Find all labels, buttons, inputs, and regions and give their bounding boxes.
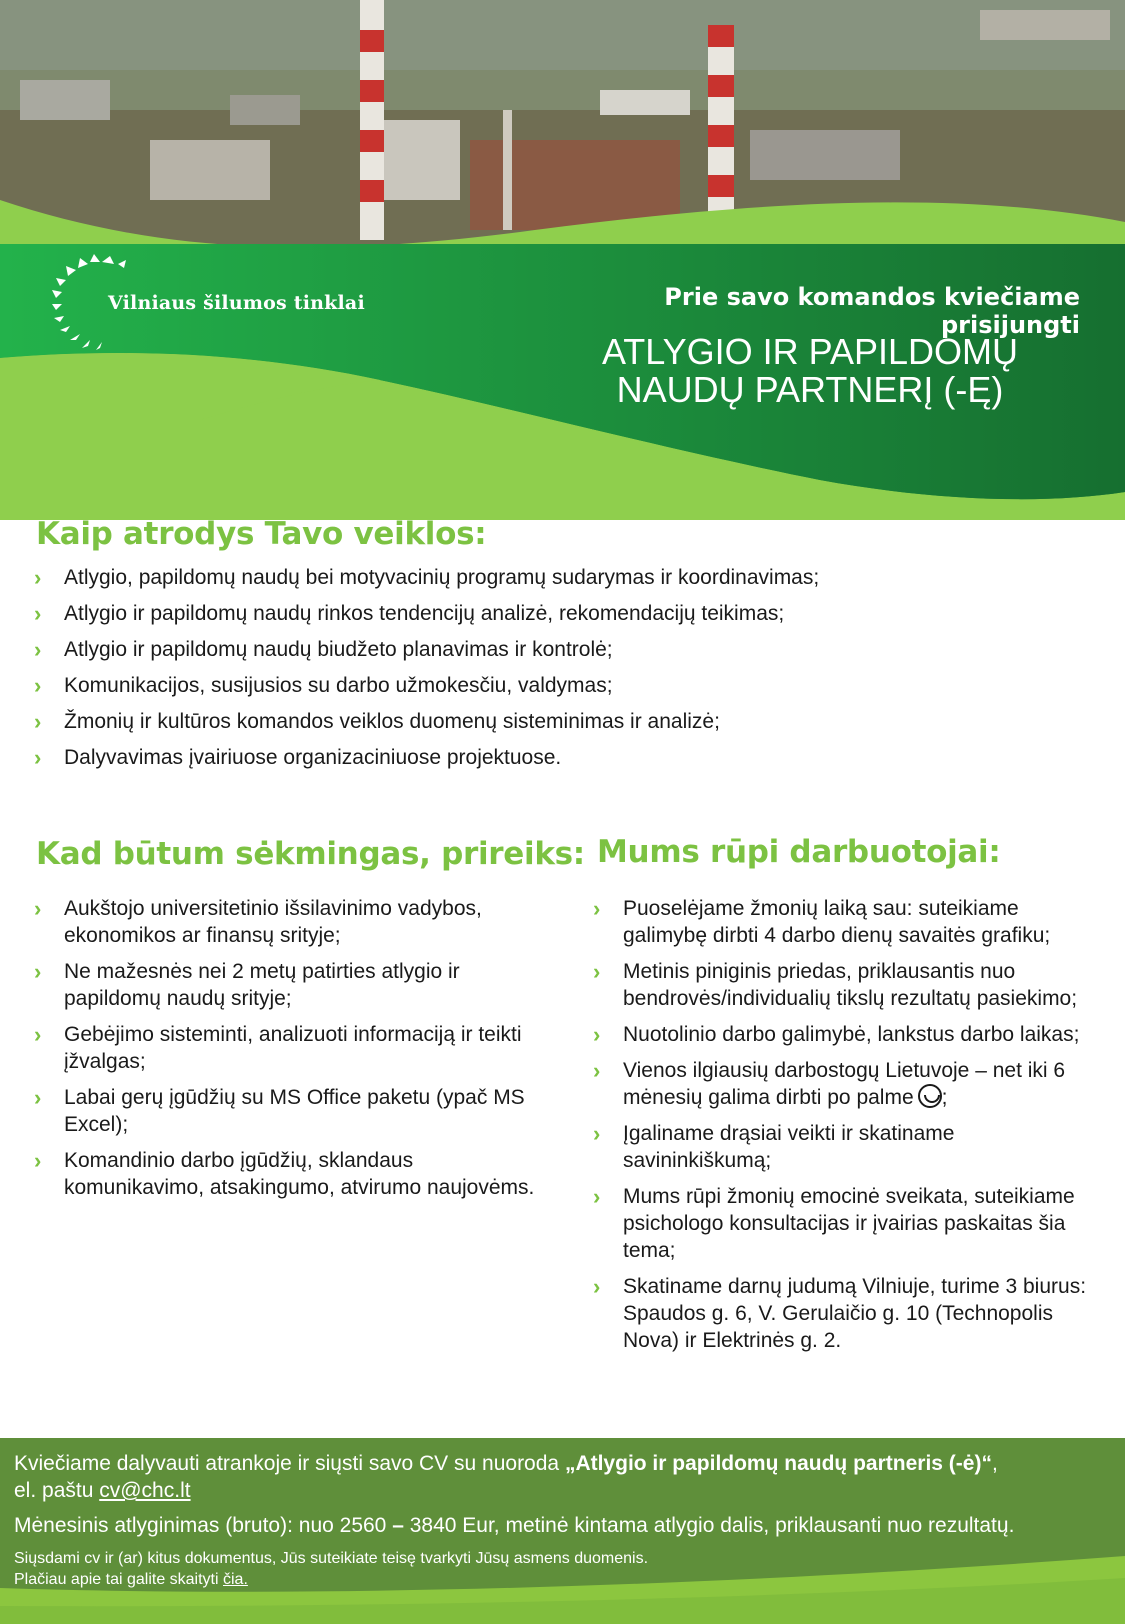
chevron-right-icon: › — [593, 959, 601, 984]
list-item: › Atlygio, papildomų naudų bei motyvacinių programų sudarymas ir koordinavimas; — [34, 560, 1104, 596]
list-item: › Komandinio darbo įgūdžių, sklandaus komunikavimo, atsakingumo, atvirumo naujovėms. — [34, 1148, 535, 1199]
chevron-right-icon: › — [34, 745, 42, 770]
list-item: › Ne mažesnės nei 2 metų patirties atlygio ir papildomų naudų srityje; — [34, 959, 460, 1010]
job-title — [560, 333, 1060, 409]
requirements-list — [34, 895, 554, 1210]
requirements-title: Kad būtum sėkmingas, prireiks: — [36, 836, 585, 872]
smile-icon — [918, 1084, 942, 1108]
benefits-title: Mums rūpi darbuotojai: — [597, 834, 1001, 870]
list-item: › Aukštojo universitetinio išsilavinimo vadybos, ekonomikos ar finansų srityje; — [34, 896, 482, 947]
privacy-link[interactable]: čia. — [223, 1571, 248, 1588]
chevron-right-icon: › — [34, 637, 42, 662]
footer — [0, 1438, 1125, 1624]
apply-reference: „Atlygio ir papildomų naudų partneris (-ė)“ — [564, 1452, 992, 1475]
list-item: › Puoselėjame žmonių laiką sau: suteikiame galimybę dirbti 4 darbo dienų savaitės grafiku; — [593, 896, 1051, 947]
privacy-text: Siųsdami cv ir (ar) kitus dokumentus, Jūs suteikiate teisę tvarkyti Jūsų asmens duomenis. — [14, 1550, 649, 1567]
list-item: › Įgaliname drąsiai veikti ir skatiname savininkiškumą; — [593, 1121, 955, 1172]
job-title-line1: ATLYGIO IR PAPILDOMŲ — [601, 331, 1019, 372]
chevron-right-icon: › — [34, 565, 42, 590]
apply-text: Kviečiame dalyvauti atrankoje ir siųsti savo CV su nuoroda „Atlygio ir papildomų naudų partneris (-ė)“, — [14, 1452, 998, 1475]
activities-title: Kaip atrodys Tavo veiklos: — [36, 516, 487, 552]
activities-list — [34, 560, 1104, 776]
chevron-right-icon: › — [34, 709, 42, 734]
logo-text: Vilniaus šilumos tinklai — [108, 292, 365, 314]
list-item: › Gebėjimo sisteminti, analizuoti informaciją ir teikti įžvalgas; — [34, 1022, 522, 1073]
chevron-right-icon: › — [34, 959, 42, 984]
email-line: el. paštu cv@chc.lt — [14, 1479, 191, 1502]
list-item: › Mums rūpi žmonių emocinė sveikata, suteikiame psichologo konsultacijas ir įvairias paskaitas šia tema; — [593, 1184, 1075, 1262]
chevron-right-icon: › — [593, 1274, 601, 1299]
chevron-right-icon: › — [593, 896, 601, 921]
chevron-right-icon: › — [34, 1148, 42, 1173]
chevron-right-icon: › — [34, 673, 42, 698]
list-item: › Labai gerų įgūdžių su MS Office paketu (ypač MS Excel); — [34, 1085, 525, 1136]
chevron-right-icon: › — [593, 1121, 601, 1146]
chevron-right-icon: › — [593, 1184, 601, 1209]
email-link[interactable]: cv@chc.lt — [99, 1479, 191, 1502]
list-item: › Nuotolinio darbo galimybė, lankstus darbo laikas; — [593, 1022, 1080, 1047]
chevron-right-icon: › — [34, 601, 42, 626]
chevron-right-icon: › — [34, 896, 42, 921]
salary-text: Mėnesinis atlyginimas (bruto): nuo 2560 – 3840 Eur, metinė kintama atlygio dalis, priklausanti nuo rezultatų. — [14, 1514, 1015, 1537]
chevron-right-icon: › — [34, 1022, 42, 1047]
benefits-list — [593, 895, 1103, 1363]
list-item: › Atlygio ir papildomų naudų biudžeto planavimas ir kontrolė; — [34, 632, 1104, 668]
chevron-right-icon: › — [593, 1022, 601, 1047]
list-item: › Skatiname darnų judumą Vilniuje, turime 3 biurus: Spaudos g. 6, V. Gerulaičio g. 10 (Technopolis Nova) ir Elektrinės g. 2. — [593, 1274, 1087, 1352]
list-item: › Vienos ilgiausių darbostogų Lietuvoje – net iki 6 mėnesių galima dirbti po palme ; — [593, 1058, 1066, 1109]
list-item: › Žmonių ir kultūros komandos veiklos duomenų sisteminimas ir analizė; — [34, 704, 1104, 740]
list-item: › Atlygio ir papildomų naudų rinkos tendencijų analizė, rekomendacijų teikimas; — [34, 596, 1104, 632]
list-item: › Komunikacijos, susijusios su darbo užmokesčiu, valdymas; — [34, 668, 1104, 704]
invite-text: Prie savo komandos kviečiame prisijungti — [664, 283, 1080, 339]
list-item: › Metinis piniginis priedas, priklausantis nuo bendrovės/individualių tikslų rezultatų pasiekimo; — [593, 959, 1078, 1010]
job-title-line2: NAUDŲ PARTNERĮ (-Ę) — [616, 369, 1004, 410]
chevron-right-icon: › — [34, 1085, 42, 1110]
privacy-more: Plačiau apie tai galite skaityti čia. — [14, 1571, 248, 1588]
chevron-right-icon: › — [593, 1058, 601, 1083]
list-item: › Dalyvavimas įvairiuose organizaciniuose projektuose. — [34, 740, 1104, 776]
